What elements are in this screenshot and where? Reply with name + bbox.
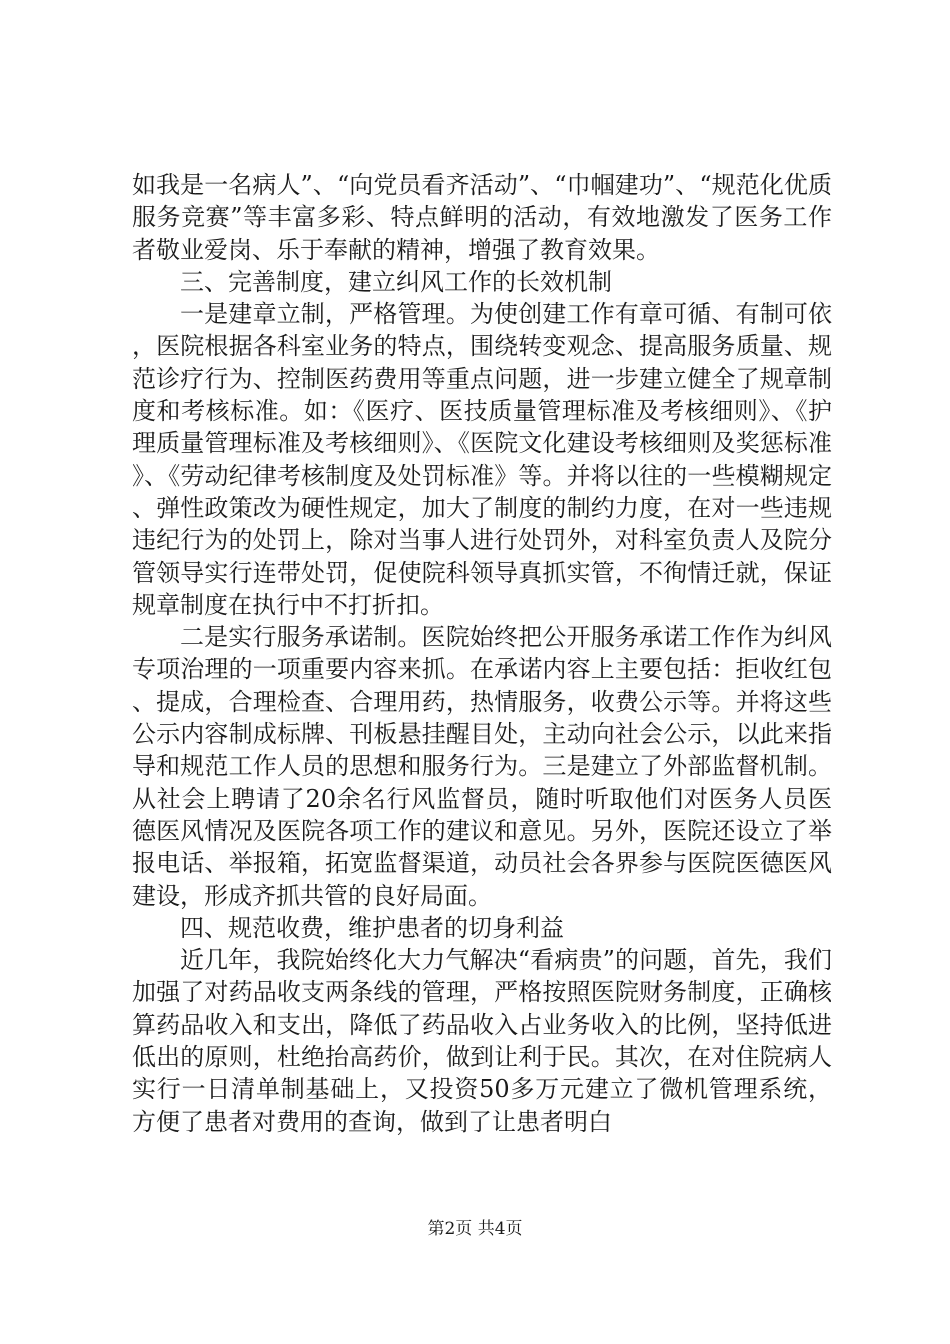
page-footer: 第2页 共4页 bbox=[427, 1219, 523, 1239]
document-body bbox=[132, 169, 832, 1138]
paragraph-regulations: 一是建章立制，严格管理。为使创建工作有章可循、有制可依，医院根据各科室业务的特点，围绕转变观念、提高服务质量、规范诊疗行为、控制医药费用等重点问题，进一步建立健全了规章制度和考核标准。如：《医疗、医技质量管理标准及考核细则》、《护理质量管理标准及考核细则》、《医院文化建设考核细则及奖惩标准》、《劳动纪律考核制度及处罚标准》等。并将以往的一些模糊规定、弹性政策改为硬性规定，加大了制度的制约力度，在对一些违规违纪行为的处罚上，除对当事人进行处罚外，对科室负责人及院分管领导实行连带处罚，促使院科领导真抓实管，不徇情迁就，保证规章制度在执行中不打折扣。 bbox=[132, 300, 832, 619]
section-heading-4: 四、规范收费，维护患者的切身利益 bbox=[180, 913, 564, 942]
section-heading-3: 三、完善制度，建立纠风工作的长效机制 bbox=[180, 267, 612, 296]
paragraph-fees: 近几年，我院始终化大力气解决“看病贵”的问题，首先，我们加强了对药品收支两条线的管理，严格按照医院财务制度，正确核算药品收入和支出，降低了药品收入占业务收入的比例，坚持低进低出的原则，杜绝抬高药价，做到让利于民。其次，在对住院病人实行一日清单制基础上，又投资50多万元建立了微机管理系统，方便了患者对费用的查询，做到了让患者明白 bbox=[132, 946, 832, 1136]
paragraph-continuation: 如我是一名病人”、“向党员看齐活动”、“巾帼建功”、“规范化优质服务竞赛”等丰富多彩、特点鲜明的活动，有效地激发了医务工作者敬业爱岗、乐于奉献的精神，增强了教育效果。 bbox=[132, 171, 832, 264]
paragraph-service-commitment: 二是实行服务承诺制。医院始终把公开服务承诺工作作为纠风专项治理的一项重要内容来抓。在承诺内容上主要包括：拒收红包、提成，合理检查、合理用药，热情服务，收费公示等。并将这些公示内容制成标牌、刊板悬挂醒目处，主动向社会公示，以此来指导和规范工作人员的思想和服务行为。三是建立了外部监督机制。从社会上聘请了20余名行风监督员，随时听取他们对医务人员医德医风情况及医院各项工作的建议和意见。另外，医院还设立了举报电话、举报箱，拓宽监督渠道，动员社会各界参与医院医德医风建设，形成齐抓共管的良好局面。 bbox=[132, 623, 832, 910]
